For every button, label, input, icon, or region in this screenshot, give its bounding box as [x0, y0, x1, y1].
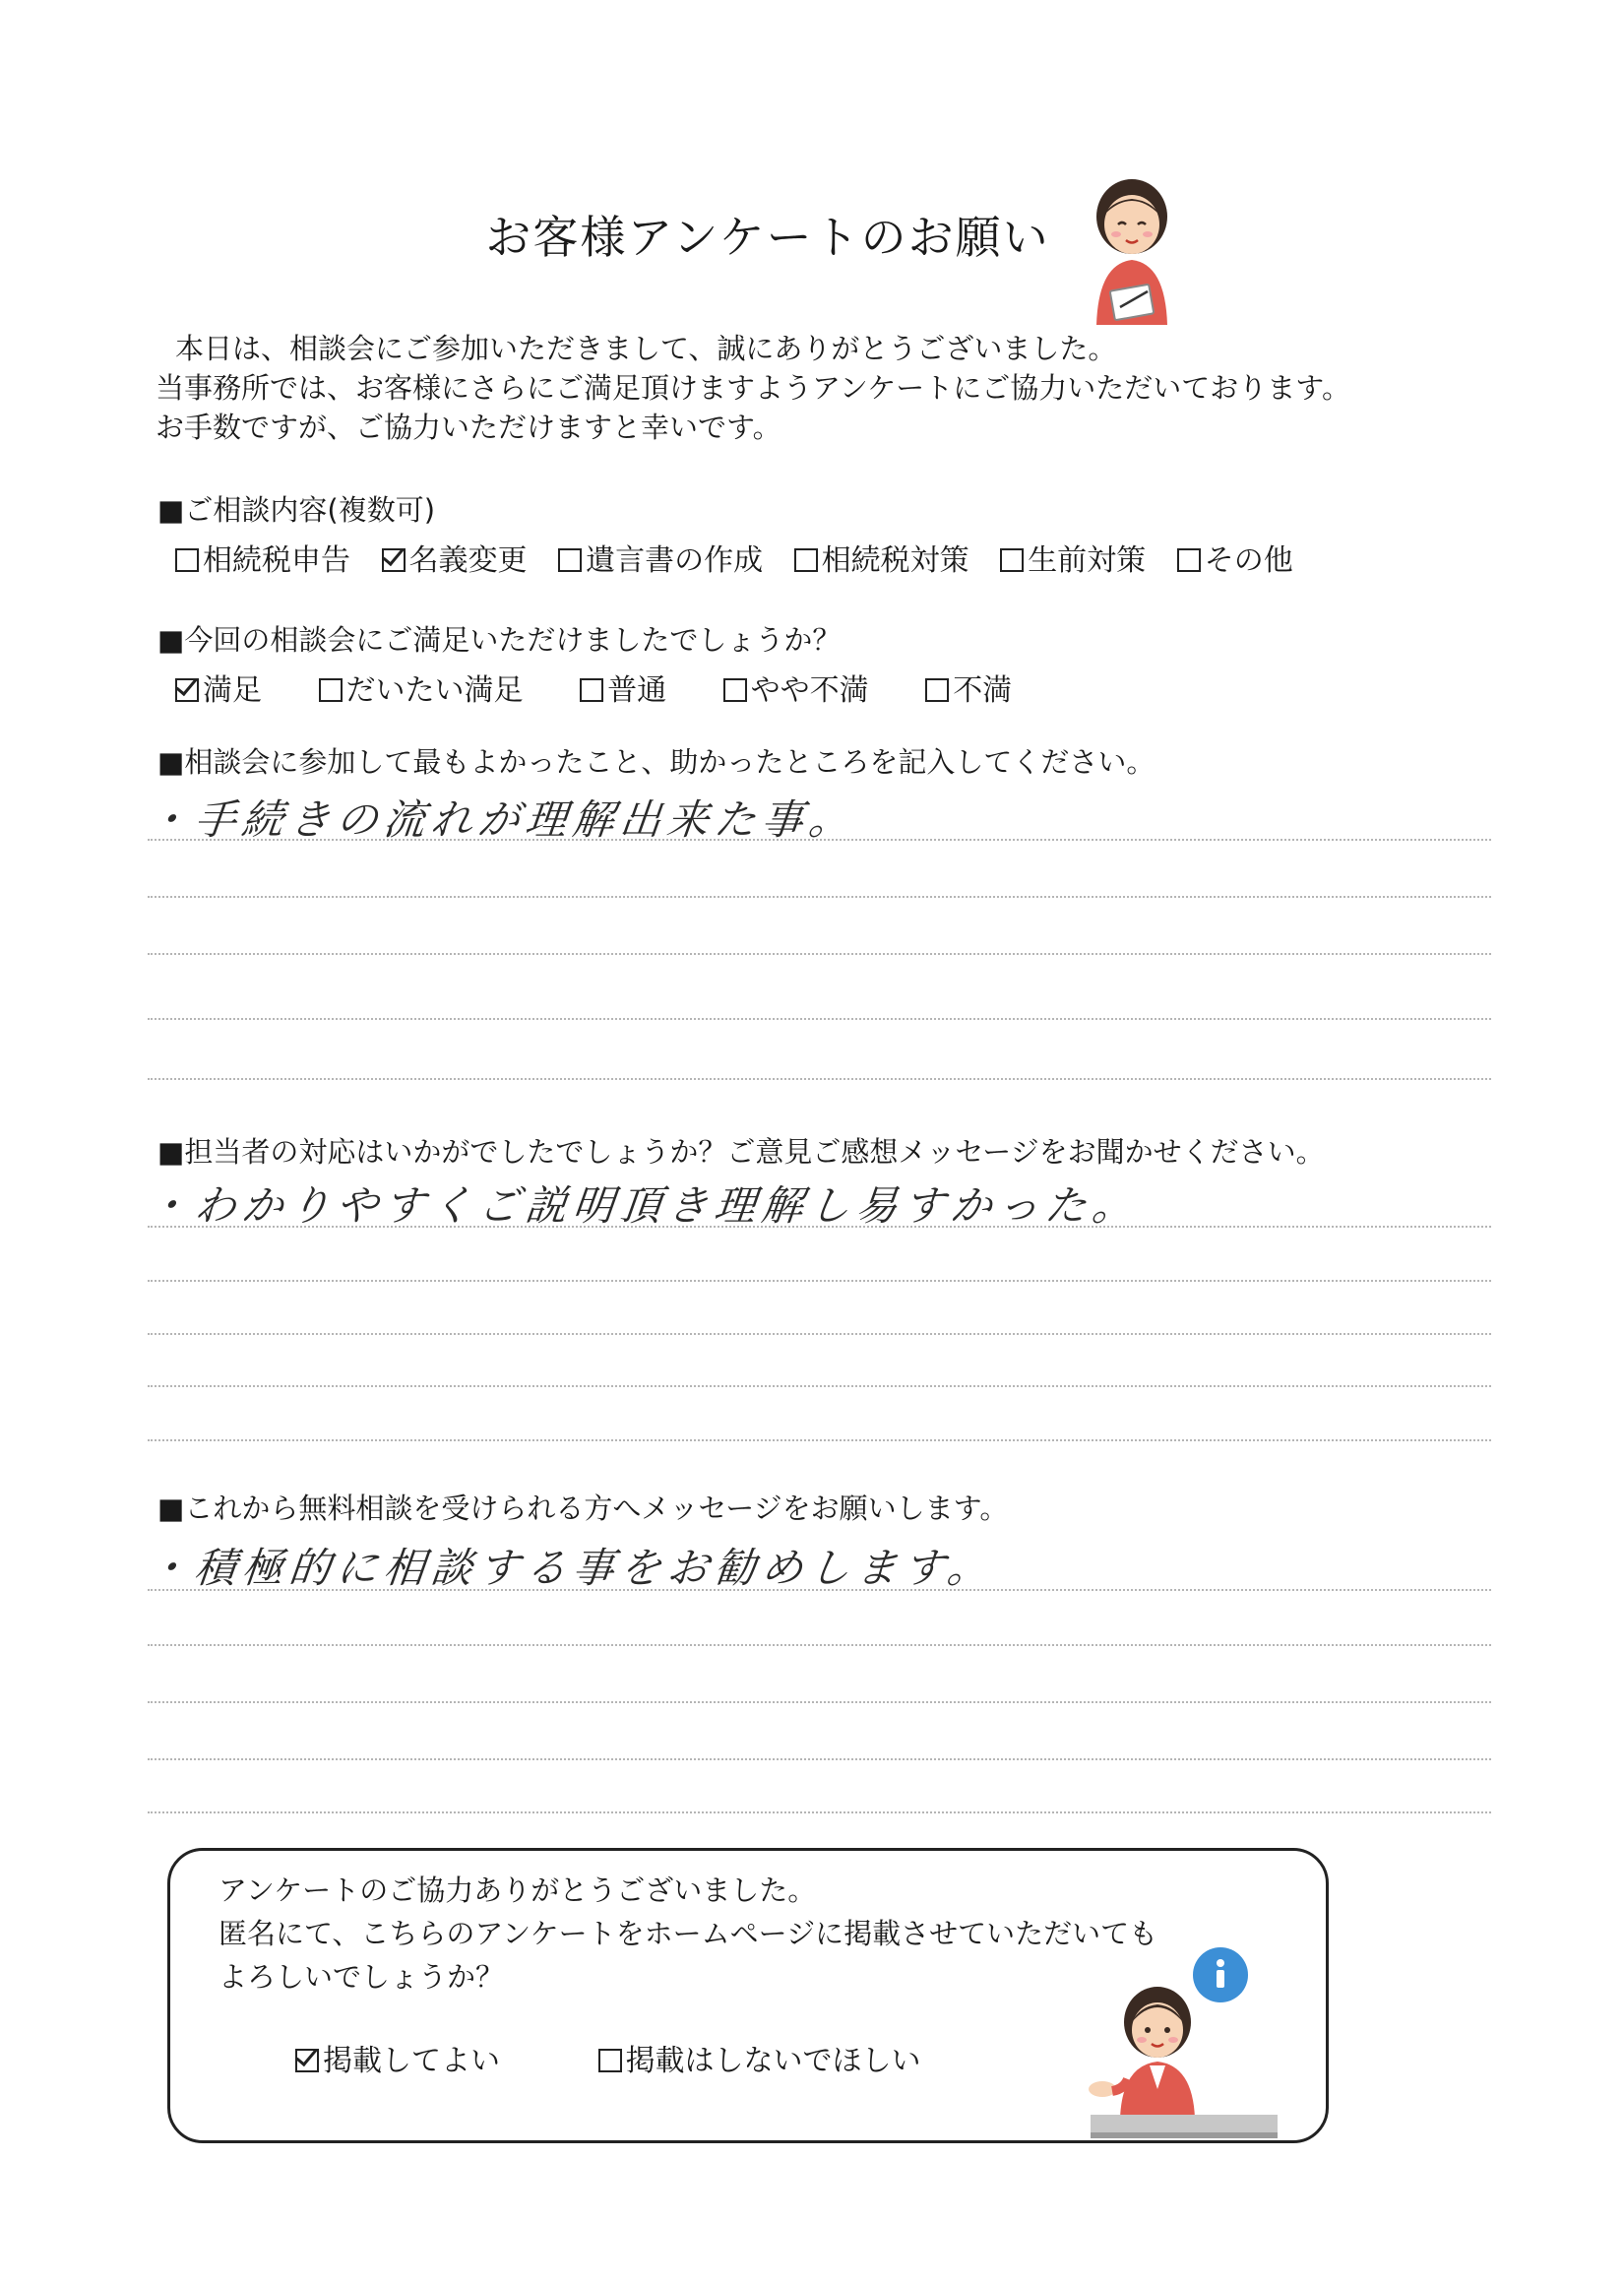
answer-line: [148, 1439, 1491, 1441]
option-mostly-satisfied[interactable]: だいたい満足: [319, 666, 524, 709]
answer-line: [148, 1385, 1491, 1387]
receptionist-info-icon: [1081, 1941, 1278, 2138]
checked-checkbox-icon[interactable]: [295, 2049, 319, 2072]
checkbox-icon[interactable]: [1000, 548, 1024, 572]
option-pre-death-planning[interactable]: 生前対策: [1000, 536, 1146, 579]
answer-line: [148, 1811, 1491, 1813]
checkbox-icon[interactable]: [723, 678, 747, 702]
answer-line: [148, 1589, 1491, 1591]
option-inheritance-tax-planning[interactable]: 相続税対策: [794, 536, 969, 579]
answer-line: [148, 1078, 1491, 1080]
checkbox-icon[interactable]: [319, 678, 343, 702]
checkbox-icon[interactable]: [175, 548, 199, 572]
option-other[interactable]: その他: [1177, 536, 1293, 579]
answer-line: [148, 1018, 1491, 1020]
intro-line-1: 本日は、相談会にご参加いただきまして、誠にありがとうございました。: [175, 332, 1117, 365]
question-staff-response: ■担当者の対応はいかがでしたでしょうか？ご意見ご感想メッセージをお聞かせください。: [157, 1135, 1325, 1169]
checkbox-icon[interactable]: [598, 2049, 622, 2072]
answer-line: [148, 1758, 1491, 1760]
option-somewhat-dissatisfied[interactable]: やや不満: [723, 666, 869, 709]
option-neutral[interactable]: 普通: [580, 666, 666, 709]
answer-line: [148, 953, 1491, 955]
answer-line: [148, 1644, 1491, 1646]
answer-line: [148, 1280, 1491, 1282]
option-publish-ok[interactable]: 掲載してよい: [295, 2036, 500, 2079]
option-title-transfer[interactable]: 名義変更: [382, 536, 528, 579]
checkbox-icon[interactable]: [580, 678, 603, 702]
checkbox-icon[interactable]: [558, 548, 582, 572]
checkbox-icon[interactable]: [794, 548, 818, 572]
question-best-part: ■相談会に参加して最もよかったこと、助かったところを記入してください。: [157, 745, 1156, 779]
question-consultation-content: ■ご相談内容(複数可): [157, 493, 436, 527]
consultation-options: [175, 536, 1315, 579]
option-dissatisfied[interactable]: 不満: [925, 666, 1012, 709]
publication-options: [295, 2036, 1010, 2079]
checked-checkbox-icon[interactable]: [382, 548, 406, 572]
woman-with-clipboard-icon: [1083, 177, 1181, 325]
question-satisfaction: ■今回の相談会にご満足いただけましたでしょうか？: [157, 623, 842, 657]
closing-line-3: よろしいでしょうか？: [219, 1960, 505, 1994]
answer-message-to-others[interactable]: ・積極的に相談する事をお勧めします。: [145, 1544, 997, 1592]
answer-line: [148, 1701, 1491, 1703]
answer-line: [148, 1226, 1491, 1228]
answer-line: [148, 1333, 1491, 1335]
intro-line-3: お手数ですが、ご協力いただけますと幸いです。: [156, 411, 781, 444]
intro-line-2: 当事務所では、お客様にさらにご満足頂けますようアンケートにご協力いただいております。: [156, 371, 1350, 405]
answer-best-part[interactable]: ・手続きの流れが理解出来た事。: [145, 795, 859, 844]
satisfaction-options: [175, 666, 1033, 709]
option-will-preparation[interactable]: 遺言書の作成: [558, 536, 763, 579]
closing-line-2: 匿名にて、こちらのアンケートをホームページに掲載させていただいても: [219, 1917, 1158, 1950]
option-do-not-publish[interactable]: 掲載はしないでほしい: [598, 2036, 921, 2079]
option-inheritance-tax-return[interactable]: 相続税申告: [175, 536, 350, 579]
option-satisfied[interactable]: 満足: [175, 666, 262, 709]
checked-checkbox-icon[interactable]: [175, 678, 199, 702]
answer-line: [148, 839, 1491, 841]
closing-line-1: アンケートのご協力ありがとうございました。: [219, 1873, 817, 1907]
question-message-to-others: ■これから無料相談を受けられる方へメッセージをお願いします。: [157, 1492, 1009, 1525]
checkbox-icon[interactable]: [1177, 548, 1201, 572]
page-title: お客様アンケートのお願い: [485, 211, 1050, 264]
answer-staff-response[interactable]: ・わかりやすくご説明頂き理解し易すかった。: [145, 1181, 1143, 1230]
answer-line: [148, 896, 1491, 898]
checkbox-icon[interactable]: [925, 678, 949, 702]
